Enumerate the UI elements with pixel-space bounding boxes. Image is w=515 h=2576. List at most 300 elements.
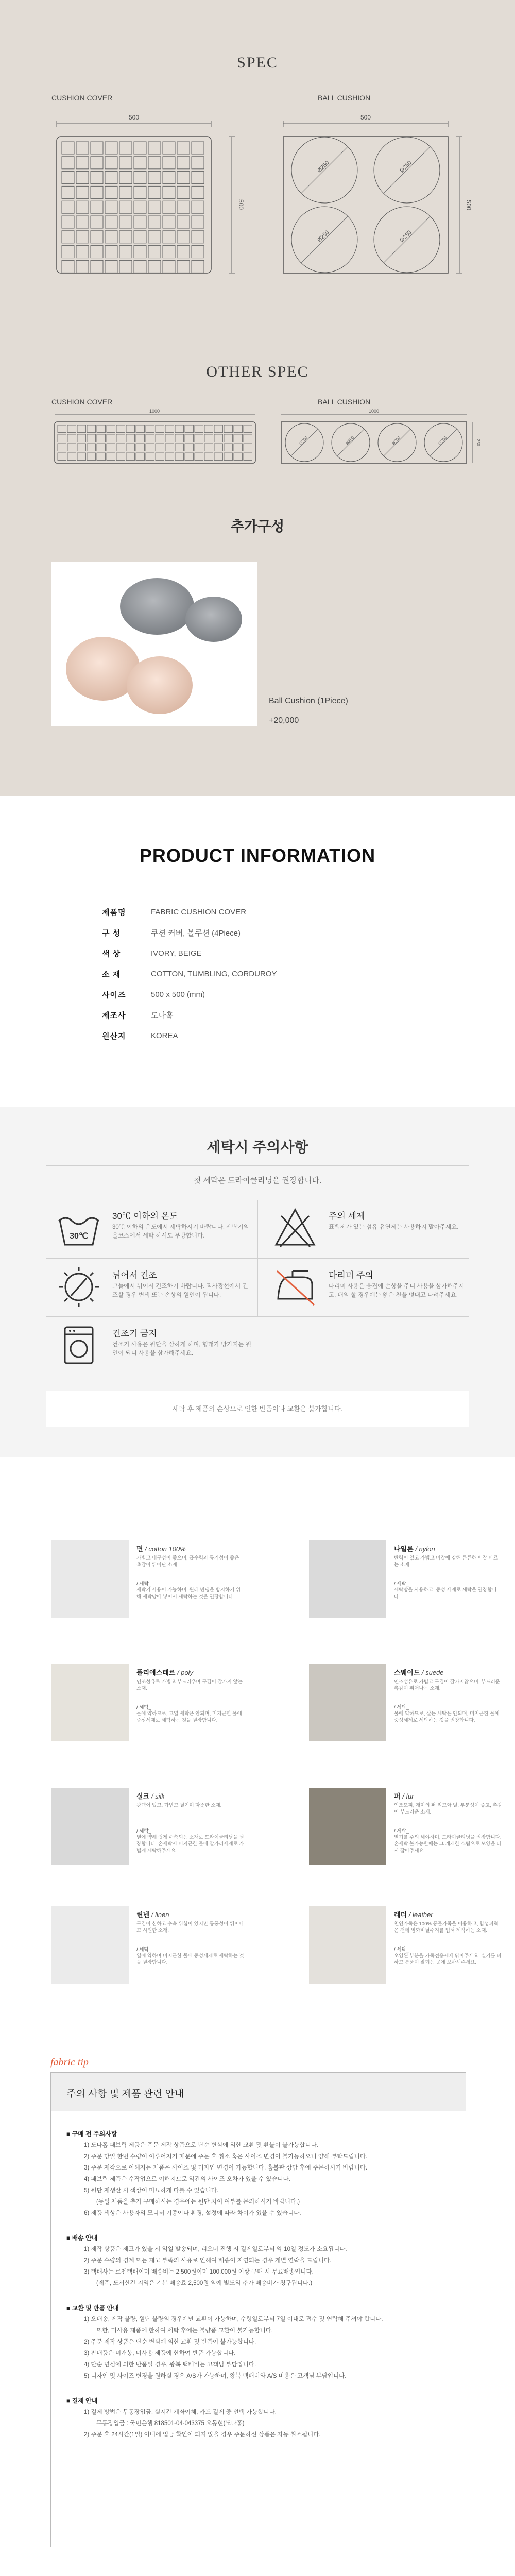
fabric-card — [52, 1540, 247, 1623]
long-cushion-tile — [58, 425, 66, 433]
fabric-english-name: / poly — [177, 1669, 194, 1676]
fabric-care-text: 세탁기 사용이 가능하며, 원래 면탱을 방지하기 위해 세탁망에 넣어서 세탁하는 것을 권장합니다. — [136, 1587, 241, 1600]
long-cushion-tile — [136, 434, 145, 442]
wash-item-desc: 그늘에서 뉘어서 건조하기 바랍니다. 직사광선에서 건조할 경우 변색 또는 손상의 원인이 됩니다. — [112, 1283, 248, 1298]
wash-panel — [46, 1200, 469, 1370]
long-cushion-tile — [165, 453, 174, 461]
wash-item-desc: 표백제가 있는 섬유 유연제는 사용하지 말아주세요. — [329, 1224, 459, 1230]
svg-text:1000: 1000 — [149, 409, 160, 414]
long-cushion-tile — [185, 453, 194, 461]
cushion-tile — [62, 201, 74, 213]
cushion-tile — [134, 157, 146, 169]
svg-text:Ø250: Ø250 — [399, 229, 413, 244]
notice-heading-text: 구매 전 주의사항 — [72, 2130, 117, 2138]
fabric-card — [309, 1906, 505, 1989]
cushion-tile — [119, 231, 132, 243]
notice-line: 6) 제품 색상은 사용자의 모니터 기종이나 환경, 설정에 따라 차이가 있을 수 있습니다. — [84, 2210, 301, 2216]
square-bullet-icon: ■ — [66, 2397, 72, 2404]
ball-cushion-label: BALL CUSHION — [318, 94, 371, 102]
svg-text:Ø250: Ø250 — [437, 435, 448, 446]
cushion-tile — [192, 201, 204, 213]
cushion-tile — [119, 172, 132, 184]
flat-dry-icon — [56, 1264, 102, 1310]
long-cushion-tile — [58, 434, 66, 442]
svg-text:Ø250: Ø250 — [399, 160, 413, 174]
long-cushion-tile — [234, 425, 243, 433]
long-cushion-tile — [185, 425, 194, 433]
cushion-tile — [148, 260, 161, 273]
cushion-tile — [105, 260, 117, 273]
other-spec-title: OTHER SPEC — [206, 363, 309, 380]
fabric-description: 가볍고 내구성이 좋으며, 흡수력과 통기성이 좋은 촉감이 뛰어난 소재. — [136, 1555, 239, 1568]
long-cushion-tile — [77, 444, 86, 451]
notice-body — [66, 2124, 458, 2450]
cushion-tile — [192, 186, 204, 198]
cushion-tile — [105, 201, 117, 213]
cushion-tile — [91, 246, 103, 258]
cushion-tile — [105, 142, 117, 154]
long-cushion-tile — [244, 453, 252, 461]
fabric-care-label: / 세탁_ — [136, 1947, 151, 1953]
product-info-row — [102, 902, 411, 922]
notice-section-heading — [66, 2232, 458, 2244]
wash-item-temperature — [46, 1200, 252, 1257]
wash-item-desc: 30℃ 이하의 온도에서 세탁하시기 바랍니다. 세탁기의 울코스에서 세탁 하셔도 무방합니다. — [112, 1224, 249, 1239]
cushion-tile — [76, 186, 89, 198]
cushion-tile — [76, 142, 89, 154]
cushion-tile — [76, 157, 89, 169]
cushion-tile — [148, 216, 161, 228]
long-cushion-tile — [224, 425, 233, 433]
cushion-tile — [134, 201, 146, 213]
wash-divider — [46, 1165, 469, 1166]
long-cushion-tile — [156, 444, 164, 451]
fabric-care-text: 세탁망을 사용하고, 중성 세제로 세탁을 권장합니다. — [394, 1587, 497, 1600]
notice-line: 3) 판매품은 미개봉, 미사용 제품에 한하여 반품 가능합니다. — [84, 2350, 236, 2357]
long-cushion-tile — [58, 444, 66, 451]
cushion-tile — [163, 186, 175, 198]
long-cushion-tile — [136, 453, 145, 461]
product-info-key: 사이즈 — [102, 990, 126, 999]
cushion-tile — [148, 231, 161, 243]
long-cushion-tile — [77, 434, 86, 442]
cushion-tile — [148, 157, 161, 169]
fabric-tip-label: fabric tip — [50, 2057, 89, 2068]
long-cushion-tile — [58, 453, 66, 461]
notice-heading-text: 교환 및 반품 안내 — [72, 2304, 119, 2312]
fabric-swatch — [52, 1788, 129, 1865]
notice-line: 1) 도나홈 패브릭 제품은 주문 제작 상품으로 단순 변심에 의한 교환 및 환불이 불가능합니다. — [84, 2142, 318, 2148]
long-cushion-tile — [136, 444, 145, 451]
wash-item-title: 뉘어서 건조 — [112, 1270, 157, 1280]
long-cushion-tile — [87, 453, 96, 461]
cushion-tile — [192, 142, 204, 154]
wash-item-iron — [263, 1260, 469, 1316]
fabric-swatch — [52, 1540, 129, 1618]
notice-header — [51, 2073, 466, 2111]
wash-title: 세탁시 주의사항 — [207, 1139, 308, 1155]
cushion-tile — [91, 157, 103, 169]
long-cushion-tile — [204, 453, 213, 461]
fabric-name — [394, 1791, 414, 1801]
fabric-care-label: / 세탁_ — [394, 1947, 409, 1953]
cushion-tile — [163, 142, 175, 154]
cushion-tile — [76, 231, 89, 243]
wash-item-desc: 다리미 사용은 웅겹에 손상을 주니 사용을 삼가해주시고, 배의 할 경우에는 얇은 천을 덧대고 다려주세요. — [329, 1283, 465, 1298]
cushion-tile — [148, 172, 161, 184]
product-info-row — [102, 922, 411, 943]
long-cushion-tile — [204, 425, 213, 433]
fabric-english-name: / fur — [402, 1792, 414, 1800]
long-cushion-tile — [165, 425, 174, 433]
fabric-korean-name: 스웨이드 — [394, 1669, 420, 1676]
wash-item-title: 주의 세제 — [329, 1211, 365, 1221]
long-cushion-tile — [97, 453, 106, 461]
no-dryer-icon — [56, 1322, 102, 1368]
notice-line: 무통장입금 : 국민은행 818501-04-043375 오동현(도나홈) — [96, 2420, 245, 2427]
cushion-tile — [62, 157, 74, 169]
cushion-tile — [76, 172, 89, 184]
fabric-swatch — [52, 1906, 129, 1984]
cushion-tile — [91, 260, 103, 273]
notice-line: 2) 주문 수량의 경계 또는 재고 부족의 사유로 인해여 배송이 지연되는 경우 개별 연락을 드립니다. — [84, 2258, 332, 2264]
cushion-tile — [177, 172, 190, 184]
svg-text:Ø250: Ø250 — [298, 435, 309, 446]
long-cushion-tile — [214, 444, 223, 451]
fabric-korean-name: 린넨 — [136, 1911, 150, 1919]
long-cushion-tile — [224, 434, 233, 442]
svg-text:Ø250: Ø250 — [345, 435, 355, 446]
cushion-tile — [119, 142, 132, 154]
cushion-tile — [134, 260, 146, 273]
cushion-tile — [192, 157, 204, 169]
long-cushion-tile — [214, 453, 223, 461]
product-info-value: KOREA — [151, 1031, 178, 1040]
long-cushion-tile — [67, 425, 76, 433]
long-cushion-tile — [195, 444, 203, 451]
fabric-swatch — [309, 1540, 386, 1618]
fabric-description: 인조섬유로 가볍고 구김이 잘가지않으며, 부드러운 촉감이 뛰어나는 소재. — [394, 1679, 500, 1691]
notice-section-heading — [66, 2302, 458, 2314]
cushion-tile — [62, 186, 74, 198]
ball-cushion-diagram — [278, 113, 474, 278]
notice-title: 주의 사항 및 제품 관련 안내 — [66, 2089, 184, 2099]
fabric-english-name: / silk — [151, 1792, 165, 1800]
cushion-tile — [105, 231, 117, 243]
square-bullet-icon: ■ — [66, 2234, 72, 2242]
fabric-card — [52, 1788, 247, 1870]
spec-title: SPEC — [237, 54, 278, 71]
long-cushion-cover-diagram — [52, 410, 263, 469]
notice-heading-text: 배송 안내 — [72, 2234, 98, 2242]
long-cushion-tile — [107, 434, 115, 442]
cushion-tile — [119, 246, 132, 258]
long-ball-cushion-diagram — [278, 410, 479, 469]
wash-item-desc: 건조기 사용은 원단을 상하게 하며, 형태가 망가지는 원인이 되니 사용을 삼가해주세요. — [112, 1342, 251, 1357]
long-cushion-tile — [116, 434, 125, 442]
long-cushion-tile — [126, 444, 135, 451]
spec-section — [0, 0, 515, 796]
long-cushion-tile — [204, 434, 213, 442]
long-cushion-tile — [116, 453, 125, 461]
fabric-care-text: 열에 약해 쉽게 수축되는 소재로 드라이클리닝을 권장합니다. 손세탁시 미지근한 물에 알카리세제로 가볍게 세탁해주세요. — [136, 1835, 244, 1854]
fabric-card — [52, 1664, 247, 1747]
long-cushion-tile — [97, 434, 106, 442]
fabric-card — [309, 1788, 505, 1870]
fabric-name — [136, 1667, 193, 1677]
cushion-tile — [148, 246, 161, 258]
cushion-tile — [119, 216, 132, 228]
addon-title: 추가구성 — [230, 519, 285, 534]
cushion-tile — [119, 260, 132, 273]
long-cushion-tile — [77, 425, 86, 433]
long-cushion-tile — [175, 444, 184, 451]
fabric-description: 탄력이 있고 가볍고 마찰에 강해 튼튼하며 잘 마르는 소재. — [394, 1555, 499, 1568]
long-cushion-tile — [214, 434, 223, 442]
fabric-english-name: / linen — [151, 1911, 169, 1919]
notice-line: 4) 패브릭 제품은 수작업으로 이해지므로 약간의 사이즈 오차가 있을 수 있습니다. — [84, 2176, 290, 2182]
cushion-tile — [177, 142, 190, 154]
square-bullet-icon: ■ — [66, 2304, 72, 2312]
notice-line: 1) 제작 상품은 제고가 있을 시 익일 발송되며, 리오더 진행 시 결제일로부터 약 10일 정도가 소요됩니다. — [84, 2246, 347, 2252]
cushion-tile — [91, 216, 103, 228]
long-cushion-tile — [234, 444, 243, 451]
long-cushion-tile — [175, 453, 184, 461]
long-cushion-tile — [156, 434, 164, 442]
addon-price: +20,000 — [269, 716, 299, 725]
svg-text:500: 500 — [360, 114, 371, 121]
wash-item-flat-dry — [46, 1260, 252, 1316]
fabric-description: 구김이 심하고 수축 위험이 있지만 통풍성이 뛰어나고 시원한 소재. — [136, 1921, 244, 1934]
cushion-tile — [91, 201, 103, 213]
fabric-swatch — [309, 1906, 386, 1984]
product-info-value: 쿠션 커버, 볼쿠션 (4Piece) — [151, 928, 241, 938]
fabric-care-label: / 세탁_ — [394, 1828, 409, 1834]
fabric-english-name: / nylon — [415, 1545, 435, 1553]
long-cushion-tile — [214, 425, 223, 433]
cushion-tile — [91, 231, 103, 243]
addon-item-name: Ball Cushion (1Piece) — [269, 697, 348, 705]
cushion-tile — [62, 142, 74, 154]
fabric-korean-name: 나일론 — [394, 1545, 414, 1553]
notice-line: 5) 디자인 및 사이즈 변경을 원하실 경우 A/S가 가능하며, 왕복 택배비와 A/S 비용은 고객님 부담입니다. — [84, 2373, 347, 2379]
product-info-row — [102, 1025, 411, 1046]
long-cushion-tile — [244, 434, 252, 442]
cushion-tile — [76, 246, 89, 258]
cushion-tile — [134, 246, 146, 258]
long-cushion-tile — [116, 425, 125, 433]
cushion-tile-grid — [62, 142, 204, 273]
wash-item-no-dryer — [46, 1318, 252, 1375]
notice-section-heading — [66, 2128, 458, 2140]
cushion-tile — [76, 260, 89, 273]
cushion-tile — [134, 216, 146, 228]
square-bullet-icon: ■ — [66, 2130, 72, 2138]
product-info-value: 도나홈 — [151, 1011, 174, 1020]
cushion-tile — [177, 201, 190, 213]
long-cushion-tile — [97, 444, 106, 451]
long-cushion-tile — [126, 434, 135, 442]
long-cushion-tile — [195, 434, 203, 442]
cushion-tile — [62, 216, 74, 228]
cushion-tile — [119, 186, 132, 198]
product-info-row — [102, 963, 411, 984]
long-cushion-tile — [156, 453, 164, 461]
fabric-korean-name: 레더 — [394, 1911, 407, 1919]
long-cushion-tile — [244, 444, 252, 451]
cushion-tile — [105, 157, 117, 169]
cushion-tile — [76, 201, 89, 213]
wash-subtitle: 첫 세탁은 드라이클리닝을 권장합니다. — [193, 1176, 322, 1185]
fabric-swatch — [309, 1664, 386, 1741]
cushion-tile — [91, 186, 103, 198]
long-cushion-tile — [165, 444, 174, 451]
notice-box — [50, 2072, 466, 2547]
notice-line: 2) 주문 후 24시간(1일) 이내에 입금 확인이 되지 않을 경우 주문하신 상품은 자동 취소됩니다. — [84, 2432, 321, 2438]
no-bleach-icon — [272, 1205, 318, 1251]
cushion-tile — [105, 246, 117, 258]
ball-height-label: 500 — [465, 199, 472, 211]
product-info-value: IVORY, BEIGE — [151, 948, 202, 958]
wash-item-title: 다리미 주의 — [329, 1270, 373, 1280]
long-cushion-tile — [116, 444, 125, 451]
cushion-tile — [134, 142, 146, 154]
svg-text:Ø250: Ø250 — [391, 435, 402, 446]
fabric-description: 인조섬유로 가볍고 부드러우며 구김이 잘가지 않는 소재. — [136, 1679, 243, 1691]
notice-line: 1) 결제 방법은 무통장입금, 실시간 계좌이체, 카드 결제 중 선택 가능합니다. — [84, 2409, 277, 2415]
cushion-tile — [163, 216, 175, 228]
other-cushion-cover-label: CUSHION COVER — [52, 398, 113, 406]
cushion-tile — [192, 260, 204, 273]
long-cushion-tile — [87, 444, 96, 451]
fabric-care-text: 오염된 부분을 가죽전용세제 닦아주세요. 실기를 피하고 통풍이 잘되는 곳에 보관해주세요. — [394, 1953, 502, 1965]
long-cushion-tile — [185, 444, 194, 451]
long-cushion-tile — [244, 425, 252, 433]
long-cushion-tile — [107, 425, 115, 433]
long-cushion-tile — [234, 453, 243, 461]
other-ball-cushion-label: BALL CUSHION — [318, 398, 371, 406]
long-cushion-tile — [224, 453, 233, 461]
cushion-tile — [177, 260, 190, 273]
long-cushion-tile — [77, 453, 86, 461]
product-info-table — [102, 902, 411, 1046]
product-info-key: 소 재 — [102, 970, 121, 979]
long-cushion-tile — [146, 434, 154, 442]
notice-line: 4) 단순 변심에 의한 반품일 경우, 왕복 택배비는 고객님 부담입니다. — [84, 2362, 256, 2368]
fabric-care-text: 물에 약하므로, 살는 세탁은 안되며, 미지근한 물에 중성세제로 세탁하는 것을 권장합니다. — [394, 1711, 500, 1723]
cushion-tile — [177, 231, 190, 243]
product-info-value: 500 x 500 (mm) — [151, 990, 205, 999]
cushion-cover-diagram — [52, 113, 221, 278]
cushion-tile — [192, 172, 204, 184]
fabric-korean-name: 폴리에스테르 — [136, 1669, 176, 1676]
fabric-korean-name: 퍼 — [394, 1792, 401, 1800]
fabric-care-text: 열기를 주의 해야하며, 드라이클리닝을 권장합니다. 손세탁 불가능할때는 그 개재한 스팀으로 모양을 다시 잡아주세요. — [394, 1835, 502, 1854]
svg-text:250: 250 — [476, 439, 480, 446]
product-info-key: 제조사 — [102, 1011, 126, 1020]
fabric-care-label: / 세탁_ — [394, 1581, 409, 1587]
cushion-tile — [62, 231, 74, 243]
notice-line: 2) 주문 당일 한번 수량이 이루어지기 때문에 주문 후 취소 혹은 사이즈 변경이 불가능하오니 양해 부탁드립니다. — [84, 2154, 368, 2160]
cushion-tile — [163, 231, 175, 243]
fabric-name — [136, 1544, 186, 1553]
cushion-tile — [148, 186, 161, 198]
long-cushion-tile — [107, 453, 115, 461]
fabric-card — [52, 1906, 247, 1989]
product-info-value: FABRIC CUSHION COVER — [151, 907, 247, 917]
cushion-tile — [91, 172, 103, 184]
long-cushion-tile — [156, 425, 164, 433]
fabric-description: 인조모피, 재미의 퍼 리고와 털, 부분성이 좋고, 촉감이 부드러운 소재. — [394, 1803, 502, 1815]
product-info-key: 색 상 — [102, 949, 121, 958]
cushion-tile — [134, 231, 146, 243]
notice-heading-text: 결제 안내 — [72, 2397, 98, 2404]
long-cushion-tile — [67, 434, 76, 442]
product-info-row — [102, 1005, 411, 1025]
fabric-swatch — [309, 1788, 386, 1865]
fabric-korean-name: 면 — [136, 1545, 143, 1553]
cushion-tile — [192, 216, 204, 228]
cushion-tile — [177, 246, 190, 258]
fabric-care-text: 물에 약하므로, 고열 세탁은 안되며, 미지근한 물에 중성세제로 세탁하는 것을 권장합니다. — [136, 1711, 242, 1723]
fabric-name — [394, 1909, 433, 1919]
fabric-english-name: / cotton 100% — [145, 1545, 186, 1553]
wash-item-detergent — [263, 1200, 469, 1257]
cushion-tile — [163, 246, 175, 258]
long-cushion-tile-grid — [58, 425, 252, 461]
wash-item-title: 30℃ 이하의 온도 — [112, 1211, 178, 1221]
wash-footer-note: 세탁 후 제품의 손상으로 인한 반품이나 교환은 불가합니다. — [46, 1391, 469, 1427]
fabric-card — [309, 1664, 505, 1747]
long-cushion-tile — [87, 425, 96, 433]
long-cushion-tile — [146, 444, 154, 451]
svg-text:500: 500 — [237, 199, 245, 210]
notice-section-heading — [66, 2395, 458, 2406]
cushion-tile — [163, 157, 175, 169]
fabric-description: 천연가죽은 100% 동물가죽을 이용하고, 합성피혁은 천에 염화비닐수지를 입혀 제작하는 소재. — [394, 1921, 499, 1934]
washing-temperature-icon — [56, 1205, 102, 1251]
notice-spacer — [66, 2441, 458, 2450]
ball-cushion-photo — [52, 562, 258, 726]
fabric-english-name: / leather — [408, 1911, 433, 1919]
cushion-tile — [177, 216, 190, 228]
svg-text:Ø250: Ø250 — [316, 229, 331, 244]
long-cushion-tile — [97, 425, 106, 433]
product-info-value: COTTON, TUMBLING, CORDUROY — [151, 969, 277, 978]
notice-line: 또한, 미사용 제품에 한하여 세탁 후에는 불량품 교환이 불가능합니다. — [96, 2328, 273, 2334]
fabric-name — [394, 1544, 435, 1553]
long-cushion-tile — [67, 444, 76, 451]
wash-item-title: 건조기 금지 — [112, 1329, 157, 1338]
fabric-name — [136, 1909, 169, 1919]
cushion-tile — [62, 260, 74, 273]
notice-line: 2) 주문 제작 상품은 단순 변심에 의한 교환 및 반품이 불가능합니다. — [84, 2339, 256, 2345]
cushion-tile — [105, 216, 117, 228]
long-cushion-tile — [87, 434, 96, 442]
notice-spacer — [66, 2289, 458, 2298]
fabric-care-label: / 세탁_ — [136, 1828, 151, 1834]
cushion-tile — [119, 157, 132, 169]
product-info-title: PRODUCT INFORMATION — [139, 845, 376, 866]
product-info-key: 원산지 — [102, 1031, 126, 1041]
fabric-swatch — [52, 1664, 129, 1741]
long-cushion-tile — [204, 444, 213, 451]
long-cushion-tile — [234, 434, 243, 442]
cushion-tile — [177, 157, 190, 169]
long-cushion-tile — [126, 425, 135, 433]
cushion-tile — [134, 186, 146, 198]
product-info-key: 구 성 — [102, 928, 121, 938]
